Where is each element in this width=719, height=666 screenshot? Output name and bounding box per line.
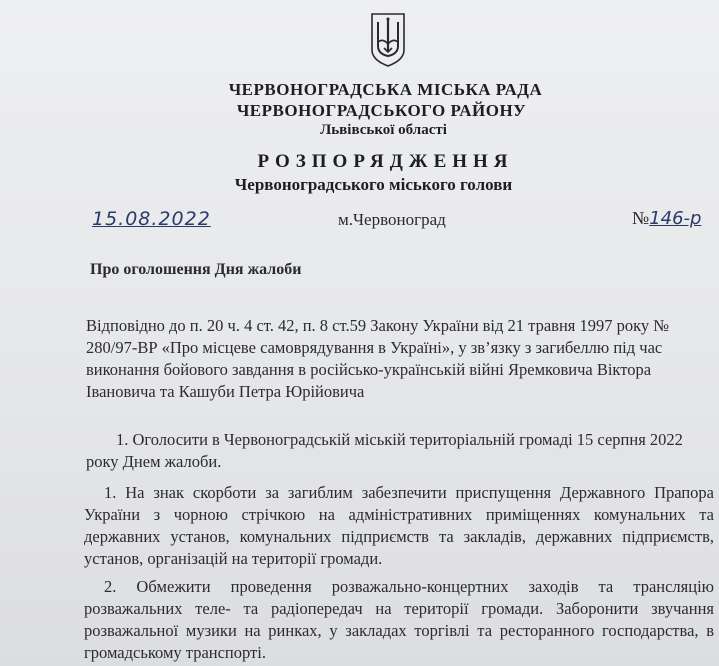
document-type: РОЗПОРЯДЖЕННЯ [257, 151, 514, 172]
document-date: 15.08.2022 [92, 208, 211, 230]
district-name: ЧЕРВОНОГРАДСЬКОГО РАЙОНУ [236, 101, 527, 120]
order-item-1: 1. Оголосити в Червоноградській міській територіальній громаді 15 серпня 2022 року Днем жалоби. [86, 430, 683, 471]
document-city: м.Червоноград [338, 210, 446, 229]
order-item-flag: 1. На знак скорботи за загиблим забезпечити приспущення Державного Прапора України з чорною стрічкою на адміністративних приміщеннях комунальних та державних установ, комунальних підприємств та закладів, державних підприємств, установ, організацій на території громади. [84, 483, 714, 568]
council-name: ЧЕРВОНОГРАДСЬКА МІСЬКА РАДА [228, 80, 543, 99]
trident-coat-of-arms-icon [369, 12, 407, 68]
legal-basis-paragraph: Відповідно до п. 20 ч. 4 ст. 42, п. 8 ст.59 Закону України від 21 травня 1997 року № 280/97-ВР «Про місцеве самоврядування в Україні», у зв’язку з загибеллю під час виконання бойового завдання в російсько-українській війні Яремковича Віктора Івановича та Кашуби Петра Юрійовича [86, 316, 670, 401]
document-number [632, 208, 701, 229]
region-name: Львівської області [320, 122, 447, 138]
document-subject: Про оголошення Дня жалоби [90, 261, 302, 278]
issuer: Червоноградського міського голови [234, 175, 513, 194]
number-value: 146-р [649, 208, 702, 229]
order-item-2: 2. Обмежити проведення розважально-концертних заходів та трансляцію розважальних теле- та радіопередач на території громади. Заборонити звучання розважальної музики на ринках, у закладах торгівлі та ресторанного господарства, в громадському транспорті. [84, 577, 714, 662]
number-prefix: № [632, 208, 650, 228]
